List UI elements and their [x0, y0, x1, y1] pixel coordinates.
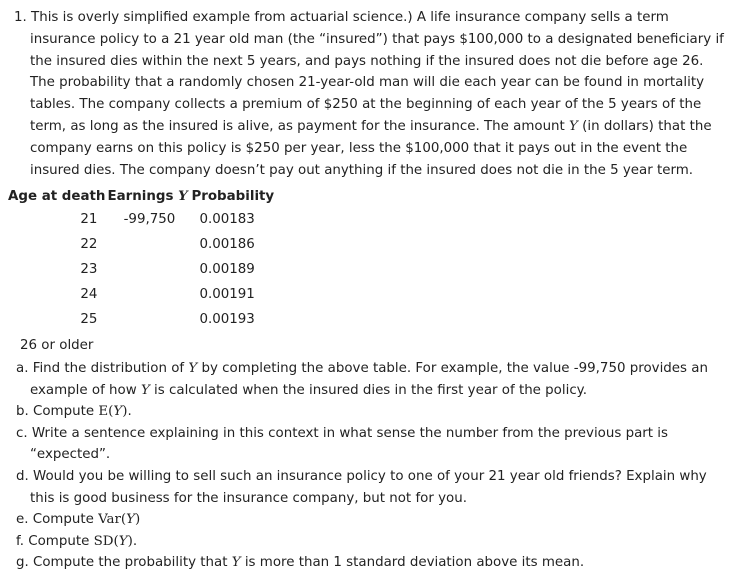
cell-age: 22	[80, 237, 98, 252]
part-b-text-2: .	[127, 404, 132, 420]
part-c: c. Write a sentence explaining in this context in what sense the number from the previous part is “expected”.	[16, 425, 668, 463]
cell-earnings: -99,750	[123, 212, 176, 227]
header-earnings-variable: Y	[178, 188, 188, 204]
table-last-row-age: 26 or older	[20, 338, 94, 353]
problem-statement	[14, 7, 726, 181]
part-e-text-1: e. Compute	[16, 512, 99, 528]
cell-earnings	[107, 257, 191, 282]
cell-probability: 0.00189	[199, 262, 255, 277]
cell-probability: 0.00191	[199, 287, 255, 302]
problem-text-part-2: (in dollars) that the company earns on this policy is $250 per year, less the $100,000 that it pays out in the event the insured dies. The company doesn’t pay out anything if the insured does not die in the 5 year term.	[30, 118, 712, 178]
cell-age: 25	[80, 312, 98, 327]
part-f-text-2: .	[132, 533, 138, 549]
part-b: b. Compute E(Y).	[16, 404, 132, 420]
part-g	[16, 552, 728, 574]
cell-earnings	[107, 307, 191, 332]
part-f-text-1: f. Compute	[16, 533, 94, 549]
part-g-text-2: is more than 1 standard deviation above its mean.	[240, 555, 585, 571]
part-a-text-3: is calculated when the insured dies in the first year of the policy.	[149, 382, 587, 398]
cell-probability: 0.00183	[199, 212, 255, 227]
part-f-operator: SD	[93, 533, 114, 549]
problem-body	[14, 7, 726, 181]
cell-age: 23	[80, 262, 98, 277]
table-header-row	[8, 185, 276, 207]
part-b-operator: E	[98, 404, 109, 420]
cell-earnings	[107, 232, 191, 257]
cell-age: 21	[80, 212, 98, 227]
part-e-operator: Var	[98, 512, 121, 528]
table-row	[8, 282, 276, 307]
part-a-variable: Y	[188, 361, 198, 376]
header-age-at-death: Age at death	[8, 188, 106, 204]
part-f: f. Compute SD(Y).	[16, 533, 138, 549]
cell-probability: 0.00186	[199, 237, 255, 252]
table-row	[8, 207, 276, 232]
header-probability: Probability	[191, 188, 275, 204]
header-earnings-label: Earnings	[107, 189, 174, 204]
part-d: d. Would you be willing to sell such an insurance policy to one of your 21 year old friends? Explain why this is good business for the insurance company, but not for you.	[16, 468, 707, 506]
distribution-table	[8, 185, 276, 332]
part-b-text-1: b. Compute	[16, 404, 99, 420]
variable-y: Y	[569, 118, 578, 134]
part-g-text-1: g. Compute the probability that	[16, 555, 232, 571]
table-row	[8, 232, 276, 257]
cell-earnings	[107, 282, 191, 307]
header-earnings	[107, 185, 191, 207]
part-g-variable: Y	[231, 555, 241, 571]
part-a	[16, 358, 728, 401]
problem-text-part-1: This is overly simplified example from actuarial science.) A life insurance company sells a term insurance policy to a 21 year old man (the “insured”) that pays $100,000 to a designated beneficiary if the insured dies within the next 5 years, and pays nothing if the insured does not die before age 26. The probability that a randomly chosen 21-year-old man will die each year can be found in mortality tables. The company collects a premium of $250 at the beginning of each year of the 5 years of the term, as long as the insured is alive, as payment for the insurance. The amount	[30, 10, 724, 134]
table-row	[8, 307, 276, 332]
cell-age: 24	[80, 287, 98, 302]
part-a-variable-2: Y	[140, 382, 150, 398]
part-f-variable: Y	[118, 533, 128, 549]
part-e: e. Compute Var(Y)	[16, 512, 141, 528]
table-row	[8, 257, 276, 282]
cell-probability: 0.00193	[199, 312, 255, 327]
part-b-variable: Y	[113, 404, 123, 420]
part-e-variable: Y	[126, 512, 135, 528]
question-parts	[16, 358, 728, 574]
part-a-text-1: a. Find the distribution of	[16, 361, 189, 376]
part-a-text-2: by completing the above table. For example, the value -99,750 provides an example of how	[30, 361, 708, 398]
problem-number: 1.	[14, 10, 27, 25]
